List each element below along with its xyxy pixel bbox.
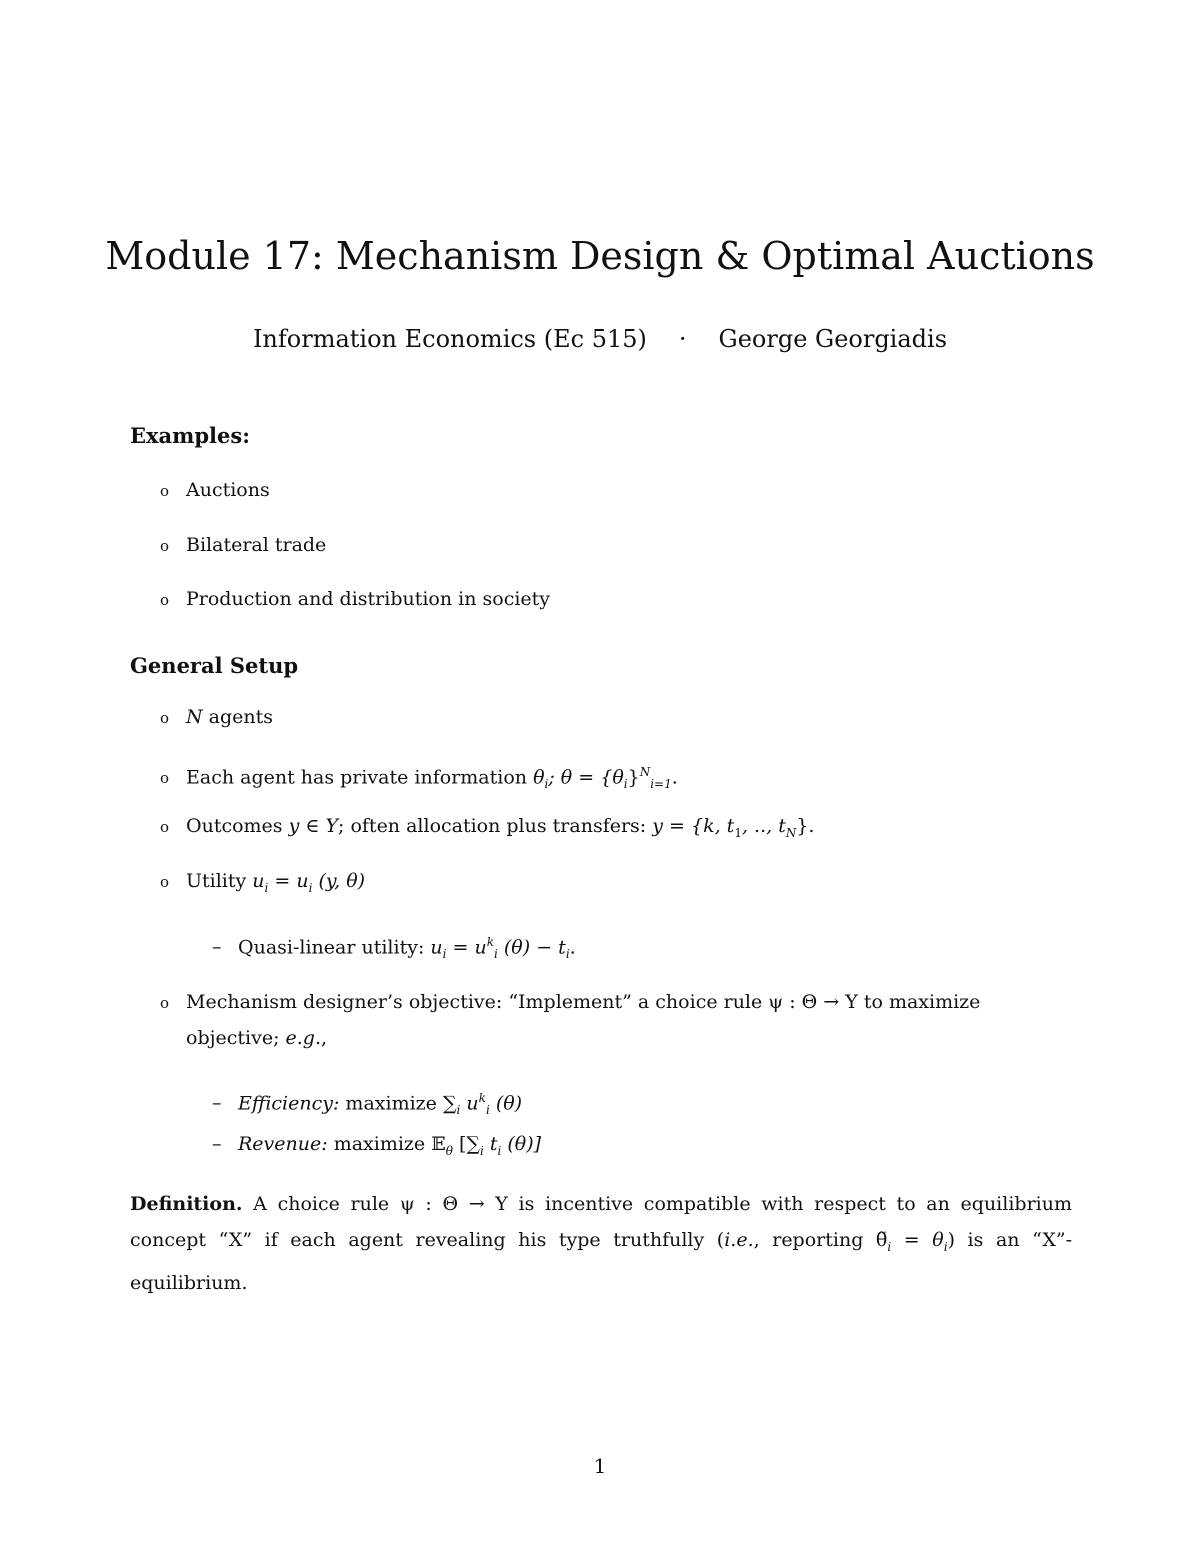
course-name: Information Economics (Ec 515): [252, 325, 647, 353]
dash-icon: –: [212, 1092, 222, 1115]
page-title: Module 17: Mechanism Design & Optimal Auctions: [105, 234, 1095, 278]
definition-label: Definition.: [130, 1193, 243, 1215]
sub-list-item: – Efficiency: maximize $\sum_i$ $u^k_i$ (θ): [212, 1091, 523, 1118]
bullet-icon: o: [160, 709, 170, 727]
bullet-icon: o: [160, 873, 170, 891]
bullet-icon: o: [160, 537, 170, 555]
list-item: o Utility $u_i = u_i$ (y, θ): [160, 870, 366, 895]
list-item: o Auctions: [160, 476, 270, 505]
sub-list-item: – Revenue: maximize 𝔼$_\theta$ [$\sum_i$ $t_i$ (θ)]: [212, 1130, 541, 1165]
list-item: o Bilateral trade: [160, 531, 326, 560]
bullet-icon: o: [160, 591, 170, 609]
list-item-continuation: objective; e.g.,: [186, 1027, 328, 1049]
page-number: 1: [593, 1454, 607, 1478]
list-item: o Each agent has private information $\theta_i$; $\theta = \{\theta_i\}^N_{i=1}$.: [160, 765, 678, 792]
bullet-icon: o: [160, 482, 170, 500]
list-item: o Mechanism designer’s objective: “Implement” a choice rule ψ : Θ → Y to maximize: [160, 988, 1072, 1017]
sub-list-item: – Quasi-linear utility: $u_i = u^k_i$ $(\theta) - t_i$.: [212, 935, 576, 962]
general-setup-heading: General Setup: [130, 653, 299, 678]
bullet-icon: o: [160, 818, 170, 836]
definition-paragraph: Definition. A choice rule ψ : Θ → Y is incentive compatible with respect to an equilibrium concept “X” if each agent revealing his type truthfully (i.e., reporting $\thetã_i = \theta_i$) is an “X”-equilibrium.: [130, 1193, 1072, 1294]
dash-icon: –: [212, 936, 222, 959]
author-name: George Georgiadis: [718, 325, 948, 353]
list-item: o N agents: [160, 703, 273, 732]
list-item: o Outcomes y ∈ Y; often allocation plus transfers: y = {k, $t_1$, .., $t_N$}.: [160, 815, 815, 840]
bullet-icon: o: [160, 994, 170, 1012]
separator-dot: ·: [678, 325, 687, 353]
dash-icon: –: [212, 1133, 222, 1155]
bullet-icon: o: [160, 769, 170, 788]
subtitle: [0, 322, 1200, 356]
list-item: o Production and distribution in society: [160, 585, 550, 614]
examples-heading: Examples:: [130, 423, 250, 448]
